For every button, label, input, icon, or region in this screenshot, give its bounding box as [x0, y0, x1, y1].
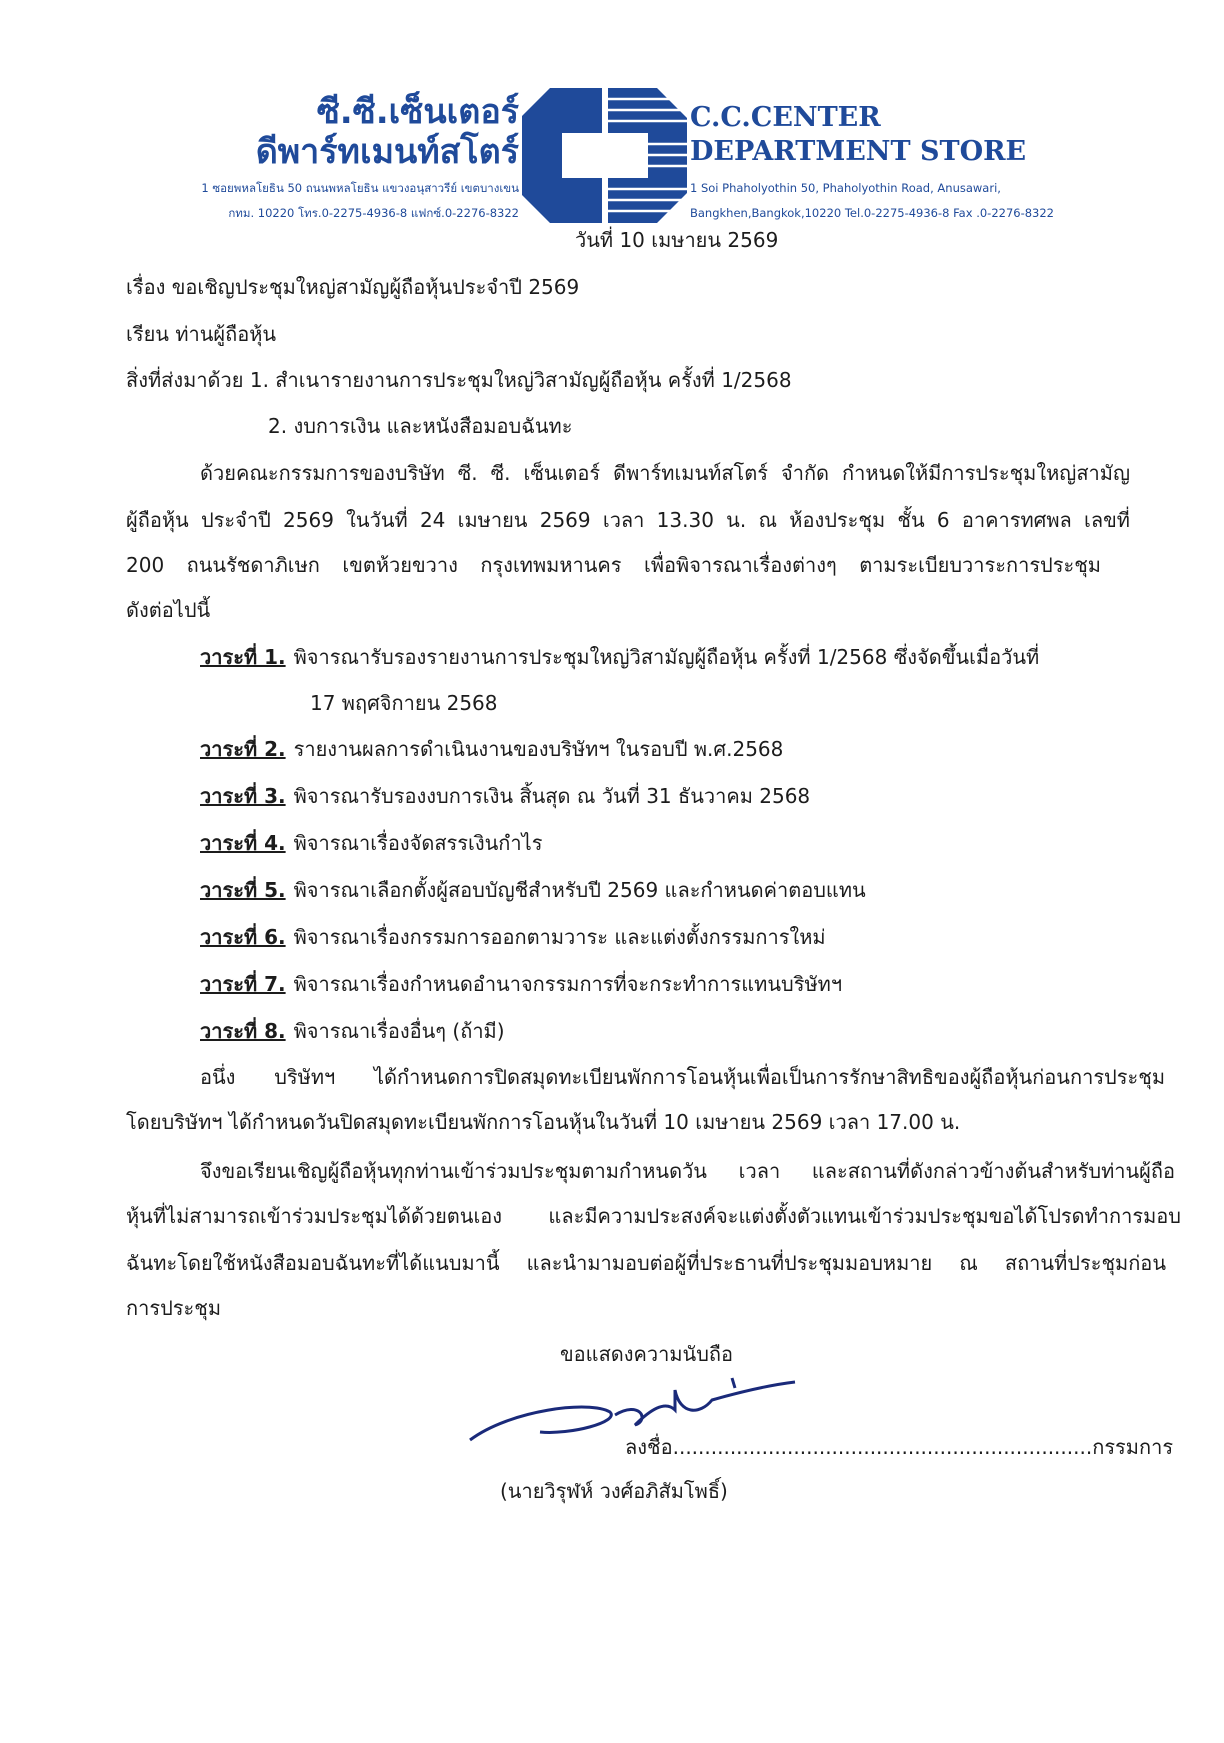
invite-line: ฉันทะโดยใช้หนังสือมอบฉันทะที่ได้แนบมานี้ และนำมามอบต่อผู้ที่ประธานที่ประชุมมอบหมาย ณ สถานที่ประชุมก่อน	[126, 1251, 1166, 1275]
letter-subject: เรื่อง ขอเชิญประชุมใหญ่สามัญผู้ถือหุ้นประจำปี 2569	[126, 275, 580, 299]
company-thai-name-line2: ดีพาร์ทเมนท์สโตร์	[255, 132, 519, 172]
agenda-key: วาระที่ 8.	[200, 1019, 286, 1043]
company-thai-name-line1: ซี.ซี.เซ็นเตอร์	[316, 92, 519, 132]
agenda-text: รายงานผลการดำเนินงานของบริษัทฯ ในรอบปี พ.ศ.2568	[293, 737, 784, 761]
intro-line: ผู้ถือหุ้น ประจำปี 2569 ในวันที่ 24 เมษายน 2569 เวลา 13.30 น. ณ ห้องประชุม ชั้น 6 อาคารทศพล เลขที่	[126, 508, 1130, 532]
agenda-item-2	[200, 735, 783, 763]
agenda-item-3	[200, 782, 810, 810]
invite-line: หุ้นที่ไม่สามารถเข้าร่วมประชุมได้ด้วยตนเอง และมีความประสงค์จะแต่งตั้งตัวแทนเข้าร่วมประชุมขอได้โปรดทำการมอบ	[126, 1204, 1181, 1228]
letter-date: วันที่ 10 เมษายน 2569	[575, 228, 779, 252]
enclosure-1: สิ่งที่ส่งมาด้วย 1. สำเนารายงานการประชุมใหญ่วิสามัญผู้ถือหุ้น ครั้งที่ 1/2568	[126, 368, 792, 392]
signature-dots: ..................................................................	[672, 1435, 1093, 1459]
agenda-text: พิจารณาเรื่องกรรมการออกตามวาระ และแต่งตั้งกรรมการใหม่	[293, 925, 826, 949]
closing-salutation: ขอแสดงความนับถือ	[560, 1342, 734, 1366]
agenda-key: วาระที่ 3.	[200, 784, 286, 808]
intro-line: 200 ถนนรัชดาภิเษก เขตห้วยขวาง กรุงเทพมหานคร เพื่อพิจารณาเรื่องต่างๆ ตามระเบียบวาระการประชุม	[126, 553, 1101, 577]
agenda-item-7	[200, 970, 842, 998]
signer-position: กรรมการ	[1092, 1435, 1174, 1459]
agenda-item-1-continued: 17 พฤศจิกายน 2568	[310, 691, 498, 715]
agenda-key: วาระที่ 6.	[200, 925, 286, 949]
agenda-key: วาระที่ 1.	[200, 645, 286, 669]
signer-name: (นายวิรุฬห์ วงศ์อภิสัมโพธิ์)	[500, 1479, 728, 1503]
enclosure-2: 2. งบการเงิน และหนังสือมอบฉันทะ	[268, 414, 573, 438]
agenda-text: พิจารณาเรื่องจัดสรรเงินกำไร	[293, 831, 543, 855]
company-english-name-line1: C.C.CENTER	[690, 102, 881, 133]
agenda-key: วาระที่ 5.	[200, 878, 286, 902]
signature-line	[625, 1433, 1173, 1461]
agenda-text: พิจารณาเลือกตั้งผู้สอบบัญชีสำหรับปี 2569 และกำหนดค่าตอบแทน	[293, 878, 866, 902]
thai-address-line2: กทม. 10220 โทร.0-2275-4936-8 แฟกซ์.0-2276-8322	[228, 206, 519, 220]
agenda-item-6	[200, 923, 826, 951]
agenda-text: พิจารณาเรื่องอื่นๆ (ถ้ามี)	[293, 1019, 505, 1043]
agenda-item-8	[200, 1017, 505, 1045]
agenda-item-4	[200, 829, 542, 857]
agenda-text: พิจารณารับรองรายงานการประชุมใหญ่วิสามัญผู้ถือหุ้น ครั้งที่ 1/2568 ซึ่งจัดขึ้นเมื่อวันที่	[293, 645, 1040, 669]
english-address-line2: Bangkhen,Bangkok,10220 Tel.0-2275-4936-8 Fax .0-2276-8322	[690, 206, 1054, 220]
cc-center-logo-icon	[522, 88, 687, 223]
intro-line: ด้วยคณะกรรมการของบริษัท ซี. ซี. เซ็นเตอร์ ดีพาร์ทเมนท์สโตร์ จำกัด กำหนดให้มีการประชุมใหญ่สามัญ	[200, 461, 1130, 485]
company-english-name-line2: DEPARTMENT STORE	[690, 136, 1027, 167]
english-address-line1: 1 Soi Phaholyothin 50, Phaholyothin Road, Anusawari,	[690, 181, 1001, 195]
invite-line: จึงขอเรียนเชิญผู้ถือหุ้นทุกท่านเข้าร่วมประชุมตามกำหนดวัน เวลา และสถานที่ดังกล่าวข้างต้นสำหรับท่านผู้ถือ	[200, 1159, 1175, 1183]
agenda-text: พิจารณาเรื่องกำหนดอำนาจกรรมการที่จะกระทำการแทนบริษัทฯ	[293, 972, 843, 996]
closure-line: โดยบริษัทฯ ได้กำหนดวันปิดสมุดทะเบียนพักการโอนหุ้นในวันที่ 10 เมษายน 2569 เวลา 17.00 น.	[126, 1110, 961, 1134]
agenda-item-1	[200, 643, 1039, 671]
agenda-key: วาระที่ 4.	[200, 831, 286, 855]
thai-address-line1: 1 ซอยพหลโยธิน 50 ถนนพหลโยธิน แขวงอนุสาวรีย์ เขตบางเขน	[201, 181, 519, 195]
agenda-item-5	[200, 876, 866, 904]
intro-line: ดังต่อไปนี้	[126, 598, 211, 622]
closure-line: อนึ่ง บริษัทฯ ได้กำหนดการปิดสมุดทะเบียนพักการโอนหุ้นเพื่อเป็นการรักษาสิทธิของผู้ถือหุ้นก่อนการประชุม	[200, 1065, 1165, 1089]
agenda-text: พิจารณารับรองงบการเงิน สิ้นสุด ณ วันที่ 31 ธันวาคม 2568	[293, 784, 811, 808]
letter-recipient: เรียน ท่านผู้ถือหุ้น	[126, 322, 277, 346]
sign-prefix: ลงชื่อ	[625, 1435, 673, 1459]
invite-line: การประชุม	[126, 1296, 222, 1320]
agenda-key: วาระที่ 2.	[200, 737, 286, 761]
agenda-key: วาระที่ 7.	[200, 972, 286, 996]
